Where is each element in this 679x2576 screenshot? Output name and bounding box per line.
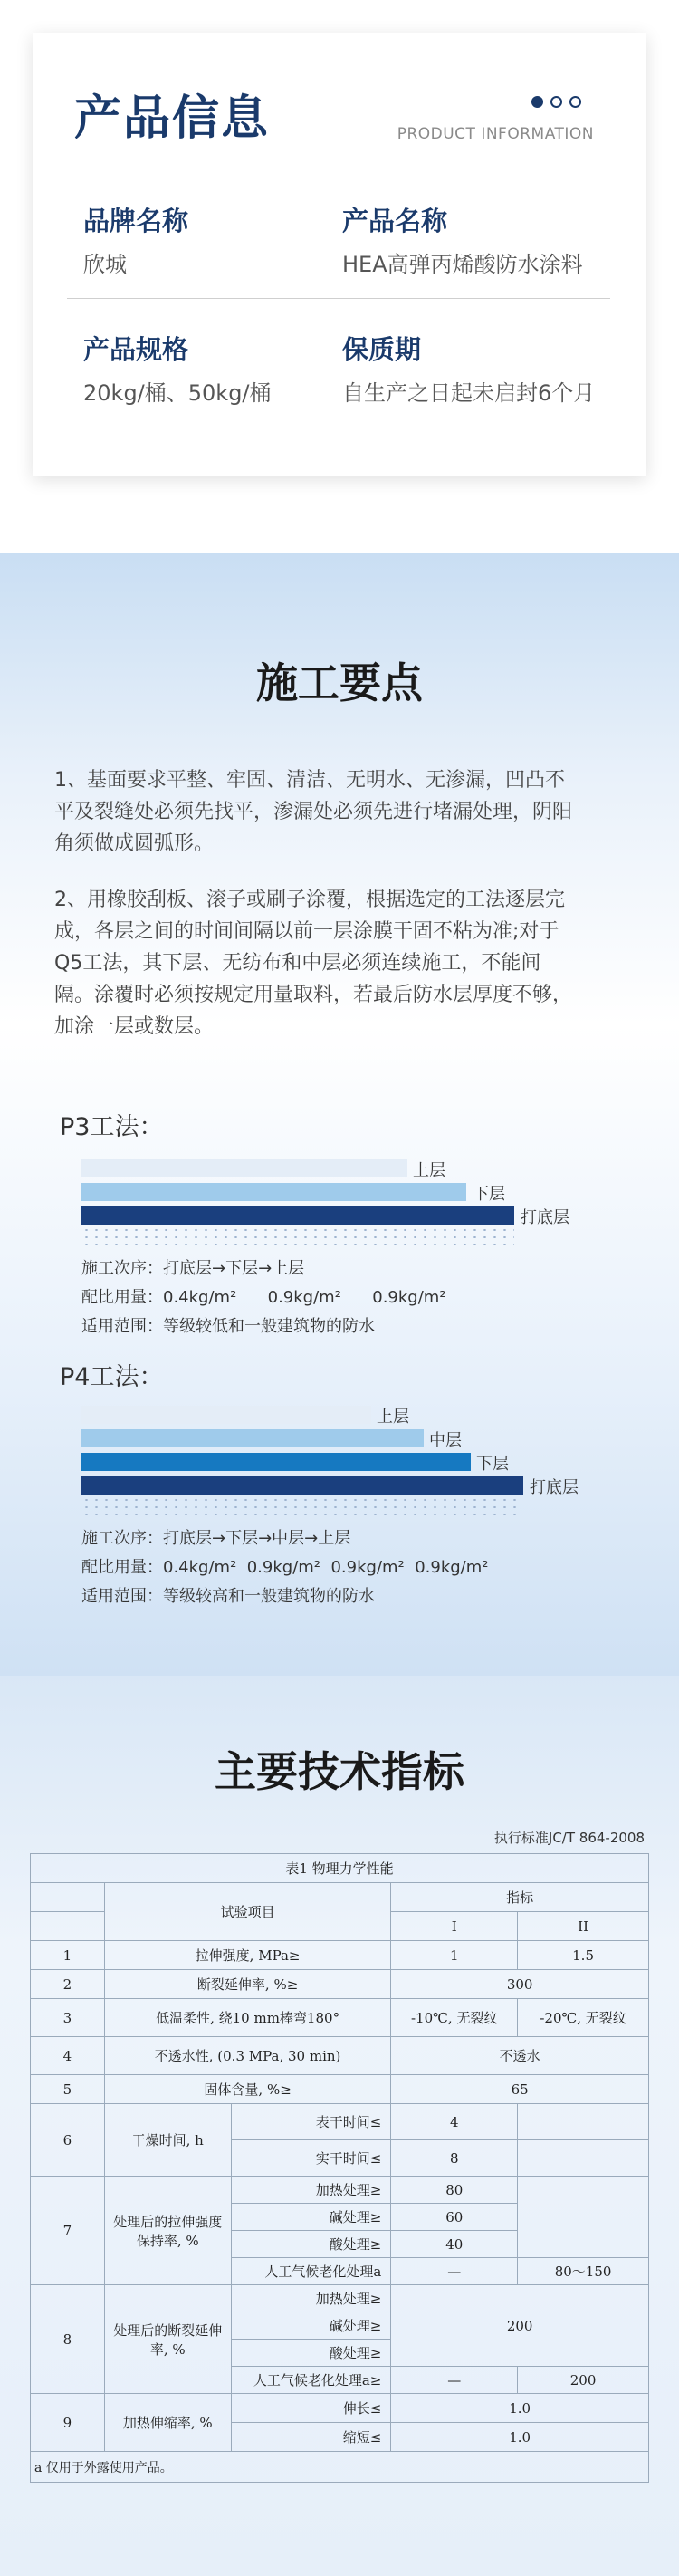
- table-footnote: a 仅用于外露使用产品。: [31, 2452, 649, 2483]
- construction-title: 施工要点: [256, 658, 423, 707]
- row-no: 2: [31, 1970, 105, 1999]
- brand-value: 欣城: [83, 252, 127, 277]
- row-no: 6: [31, 2104, 105, 2177]
- construction-paragraph-2: [54, 884, 625, 1043]
- p4-method-title: P4工法：: [60, 1363, 164, 1391]
- row-value: 300: [391, 1970, 649, 1999]
- info-divider: [67, 298, 610, 299]
- row-value-ii: 1.5: [518, 1941, 649, 1970]
- table-footnote-row: [31, 2452, 649, 2483]
- p3-substrate-dots: [81, 1226, 514, 1246]
- pagination-dot[interactable]: [550, 96, 562, 108]
- row-subitem: 加热处理≥: [231, 2177, 391, 2204]
- pagination-dot-active[interactable]: [531, 96, 543, 108]
- row-subitem: 缩短≤: [231, 2423, 391, 2452]
- row-item: 不透水性, (0.3 MPa, 30 min): [104, 2037, 390, 2075]
- row-value: 1.0: [391, 2423, 649, 2452]
- row-value-i: —: [391, 2367, 518, 2394]
- table-row: [31, 1970, 649, 1999]
- table-row: [31, 1941, 649, 1970]
- para1-line: 平及裂缝处必须先找平，渗漏处必须先进行堵漏处理，阴阳: [54, 801, 573, 823]
- header-index: 指标: [391, 1883, 649, 1912]
- spec-value: 20kg/桶、50kg/桶: [83, 380, 272, 406]
- row-value: 200: [391, 2285, 649, 2367]
- table-caption-row: [31, 1854, 649, 1883]
- row-subitem: 碱处理≥: [231, 2312, 391, 2340]
- para2-line: 隔。涂覆时必须按规定用量取料，若最后防水层厚度不够，: [54, 984, 573, 1006]
- standard-note: 执行标准JC/T 864-2008: [493, 1830, 645, 1846]
- row-subitem: 实干时间≤: [231, 2140, 391, 2177]
- row-subitem: 加热处理≥: [231, 2285, 391, 2312]
- p4-layer-base-bar: [81, 1476, 523, 1495]
- row-value-i: -10℃, 无裂纹: [391, 1999, 518, 2037]
- table-row: [31, 1999, 649, 2037]
- row-subitem: 碱处理≥: [231, 2204, 391, 2231]
- row-value-i: 4: [391, 2104, 518, 2140]
- p3-layer-top-bar: [81, 1159, 407, 1177]
- product-info-section: [0, 0, 679, 553]
- row-item: 处理后的断裂延伸率, %: [104, 2285, 231, 2394]
- p4-layer-lower-label: 下层: [476, 1455, 509, 1474]
- table-row: [31, 2075, 649, 2104]
- row-value-i: —: [391, 2258, 518, 2285]
- p4-layer-lower-bar: [81, 1453, 471, 1471]
- row-no: 7: [31, 2177, 105, 2285]
- row-value-i: 8: [391, 2140, 518, 2177]
- row-item: 加热伸缩率, %: [104, 2394, 231, 2452]
- row-value: 1.0: [391, 2394, 649, 2423]
- construction-section: [0, 553, 679, 1676]
- p3-layer-lower-bar: [81, 1183, 466, 1201]
- pagination-dot[interactable]: [569, 96, 581, 108]
- header-item: 试验项目: [104, 1883, 390, 1941]
- row-no: 8: [31, 2285, 105, 2394]
- row-subitem: 酸处理≥: [231, 2340, 391, 2367]
- row-item: 处理后的拉伸强度保持率, %: [104, 2177, 231, 2285]
- row-value: 不透水: [391, 2037, 649, 2075]
- p3-layer-base-bar: [81, 1206, 514, 1225]
- product-name-label: 产品名称: [342, 206, 448, 236]
- row-item: 低温柔性, 绕10 mm棒弯180°: [104, 1999, 390, 2037]
- row-item: 固体含量, %≥: [104, 2075, 390, 2104]
- p3-order: 施工次序：打底层→下层→上层: [81, 1259, 305, 1278]
- header-no-cell: [31, 1883, 105, 1912]
- row-value-ii: 200: [518, 2367, 649, 2394]
- product-info-card: [33, 33, 646, 476]
- table-row: [31, 2285, 649, 2312]
- header-grade-ii: II: [518, 1912, 649, 1941]
- row-item: 断裂延伸率, %≥: [104, 1970, 390, 1999]
- row-no: 1: [31, 1941, 105, 1970]
- tech-section: [0, 1676, 679, 2576]
- row-subitem: 人工气候老化处理a≥: [231, 2367, 391, 2394]
- product-info-subtitle: PRODUCT INFORMATION: [397, 125, 594, 143]
- pagination-dots: [531, 96, 581, 108]
- para2-line: 成，各层之间的时间间隔以前一层涂膜干固不粘为准;对于: [54, 920, 559, 943]
- row-value-ii: 80～150: [518, 2258, 649, 2285]
- table-row: [31, 2104, 649, 2140]
- row-value-ii: [518, 2104, 649, 2140]
- header-grade-i: I: [391, 1912, 518, 1941]
- table-caption: 表1 物理力学性能: [31, 1854, 649, 1883]
- row-item: 拉伸强度, MPa≥: [104, 1941, 390, 1970]
- row-no: 9: [31, 2394, 105, 2452]
- product-name-value: HEA高弹丙烯酸防水涂料: [342, 252, 583, 277]
- row-value-ii: [518, 2177, 649, 2258]
- row-subitem: 酸处理≥: [231, 2231, 391, 2258]
- row-subitem: 伸长≤: [231, 2394, 391, 2423]
- tech-title: 主要技术指标: [215, 1747, 464, 1796]
- para1-line: 1、基面要求平整、牢固、清洁、无明水、无渗漏，凹凸不: [54, 769, 565, 792]
- p4-layer-base-label: 打底层: [530, 1478, 579, 1497]
- spec-label: 产品规格: [83, 334, 189, 365]
- para2-line: Q5工法，其下层、无纺布和中层必须连续施工，不能间: [54, 952, 541, 975]
- row-no: 5: [31, 2075, 105, 2104]
- p4-dosage: 配比用量：0.4kg/m² 0.9kg/m² 0.9kg/m² 0.9kg/m²: [81, 1558, 489, 1577]
- para1-line: 角须做成圆弧形。: [54, 832, 215, 855]
- row-value-i: 80: [391, 2177, 518, 2204]
- p3-method-title: P3工法：: [60, 1113, 164, 1141]
- row-value-ii: [518, 2140, 649, 2177]
- row-value-ii: -20℃, 无裂纹: [518, 1999, 649, 2037]
- header-no-cell: [31, 1912, 105, 1941]
- row-value-i: 60: [391, 2204, 518, 2231]
- row-subitem: 人工气候老化处理a: [231, 2258, 391, 2285]
- row-item: 干燥时间, h: [104, 2104, 231, 2177]
- row-subitem: 表干时间≤: [231, 2104, 391, 2140]
- row-no: 3: [31, 1999, 105, 2037]
- table-row: [31, 2037, 649, 2075]
- p4-layer-top-label: 上层: [377, 1408, 409, 1427]
- shelf-life-label: 保质期: [342, 334, 422, 365]
- p4-layer-top-bar: [81, 1406, 371, 1424]
- p3-scope: 适用范围：等级较低和一般建筑物的防水: [81, 1317, 375, 1336]
- p4-layer-mid-bar: [81, 1429, 424, 1447]
- p3-layer-top-label: 上层: [413, 1161, 445, 1180]
- p3-layer-lower-label: 下层: [473, 1185, 505, 1204]
- p4-order: 施工次序：打底层→下层→中层→上层: [81, 1529, 351, 1548]
- p3-dosage: 配比用量：0.4kg/m² 0.9kg/m² 0.9kg/m²: [81, 1288, 446, 1307]
- row-value-i: 1: [391, 1941, 518, 1970]
- row-value: 65: [391, 2075, 649, 2104]
- row-no: 4: [31, 2037, 105, 2075]
- row-value-i: 40: [391, 2231, 518, 2258]
- p4-substrate-dots: [81, 1496, 523, 1516]
- p3-layer-base-label: 打底层: [521, 1208, 569, 1227]
- table-row: [31, 2394, 649, 2423]
- physical-properties-table: [30, 1853, 649, 2483]
- p4-layer-mid-label: 中层: [429, 1431, 462, 1450]
- para2-line: 2、用橡胶刮板、滚子或刷子涂覆，根据选定的工法逐层完: [54, 889, 565, 911]
- product-info-title: 产品信息: [74, 91, 271, 146]
- brand-label: 品牌名称: [83, 206, 189, 236]
- p4-scope: 适用范围：等级较高和一般建筑物的防水: [81, 1587, 375, 1606]
- table-header-row: [31, 1883, 649, 1912]
- table-row: [31, 2177, 649, 2204]
- shelf-life-value: 自生产之日起未启封6个月: [342, 380, 596, 406]
- construction-paragraph-1: [54, 764, 625, 860]
- para2-line: 加涂一层或数层。: [54, 1015, 215, 1038]
